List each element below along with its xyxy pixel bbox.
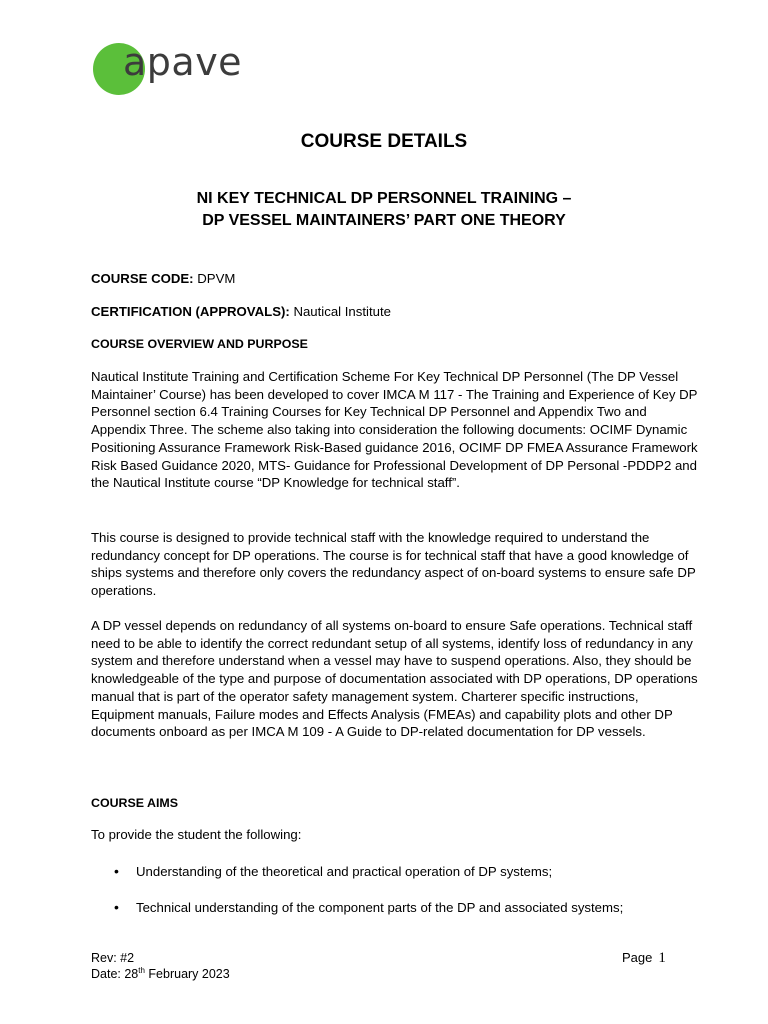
bullet-icon: • — [114, 863, 119, 879]
page-title: COURSE DETAILS — [300, 131, 468, 152]
course-code-field — [91, 271, 235, 286]
apave-logo — [93, 42, 253, 96]
overview-paragraph-3: A DP vessel depends on redundancy of all systems on-board to ensure Safe operations. Technical staff need to be able to identify the correct redundant setup of all systems, identify loss of redundancy in any system and therefore understand when a vessel may have to suspend operations. Also, they should be knowledgeable of the type and purpose of documentation associated with DP operations, DP operations manual that is part of the operator safety management system. Charterer specific instructions, Equipment manuals, Failure modes and Effects Analysis (FMEAs) and capability plots and other DP documents onboard as per IMCA M 109 - A Guide to DP-related documentation for DP vessels. — [91, 618, 698, 740]
footer-page — [622, 950, 666, 967]
page-number: 1 — [658, 950, 666, 966]
certification-value: Nautical Institute — [293, 304, 391, 319]
aim-text: Understanding of the theoretical and practical operation of DP systems; — [136, 864, 553, 879]
aims-heading: COURSE AIMS — [91, 796, 178, 810]
aims-intro: To provide the student the following: — [91, 827, 302, 842]
footer-revision: Rev: #2 — [91, 951, 135, 965]
certification-label: CERTIFICATION (APPROVALS): — [91, 304, 290, 319]
course-code-label: COURSE CODE: — [91, 271, 194, 286]
overview-paragraph-1: Nautical Institute Training and Certification Scheme For Key Technical DP Personnel (The DP Vessel Maintainer’ Course) has been developed to cover IMCA M 117 - The Training and Experience of Key DP Personnel section 6.4 Training Courses for Key Technical DP Personnel and Appendix Two and Appendix Three. The scheme also taking into consideration the following documents: OCIMF Dynamic Positioning Assurance Framework Risk-Based guidance 2016, OCIMF DP FMEA Assurance Framework Risk Based Guidance 2020, MTS- Guidance for Professional Development of DP Personal -PDDP2 and the Nautical Institute course “DP Knowledge for technical staff”. — [91, 369, 698, 491]
overview-heading: COURSE OVERVIEW AND PURPOSE — [91, 337, 308, 351]
course-title-line-1: NI KEY TECHNICAL DP PERSONNEL TRAINING – — [196, 190, 572, 207]
course-title-line-2: DP VESSEL MAINTAINERS’ PART ONE THEORY — [202, 212, 566, 229]
footer-date — [91, 966, 230, 981]
footer-date-sup: th — [138, 966, 145, 975]
overview-paragraph-2: This course is designed to provide technical staff with the knowledge required to understand the redundancy concept for DP operations. The course is for technical staff that have a good knowledge of ships systems and therefore only covers the redundancy aspect of on-board systems to ensure safe DP operations. — [91, 530, 696, 599]
footer-date-suffix: February 2023 — [144, 967, 230, 982]
footer-date-prefix: Date: 28 — [91, 967, 139, 982]
bullet-icon: • — [114, 899, 119, 915]
logo-text: apave — [123, 40, 243, 84]
list-item — [114, 899, 623, 915]
aim-text: Technical understanding of the component parts of the DP and associated systems; — [136, 900, 624, 915]
page-label: Page — [622, 950, 653, 965]
course-code-value: DPVM — [197, 271, 236, 286]
list-item — [114, 863, 552, 879]
certification-field — [91, 304, 391, 319]
